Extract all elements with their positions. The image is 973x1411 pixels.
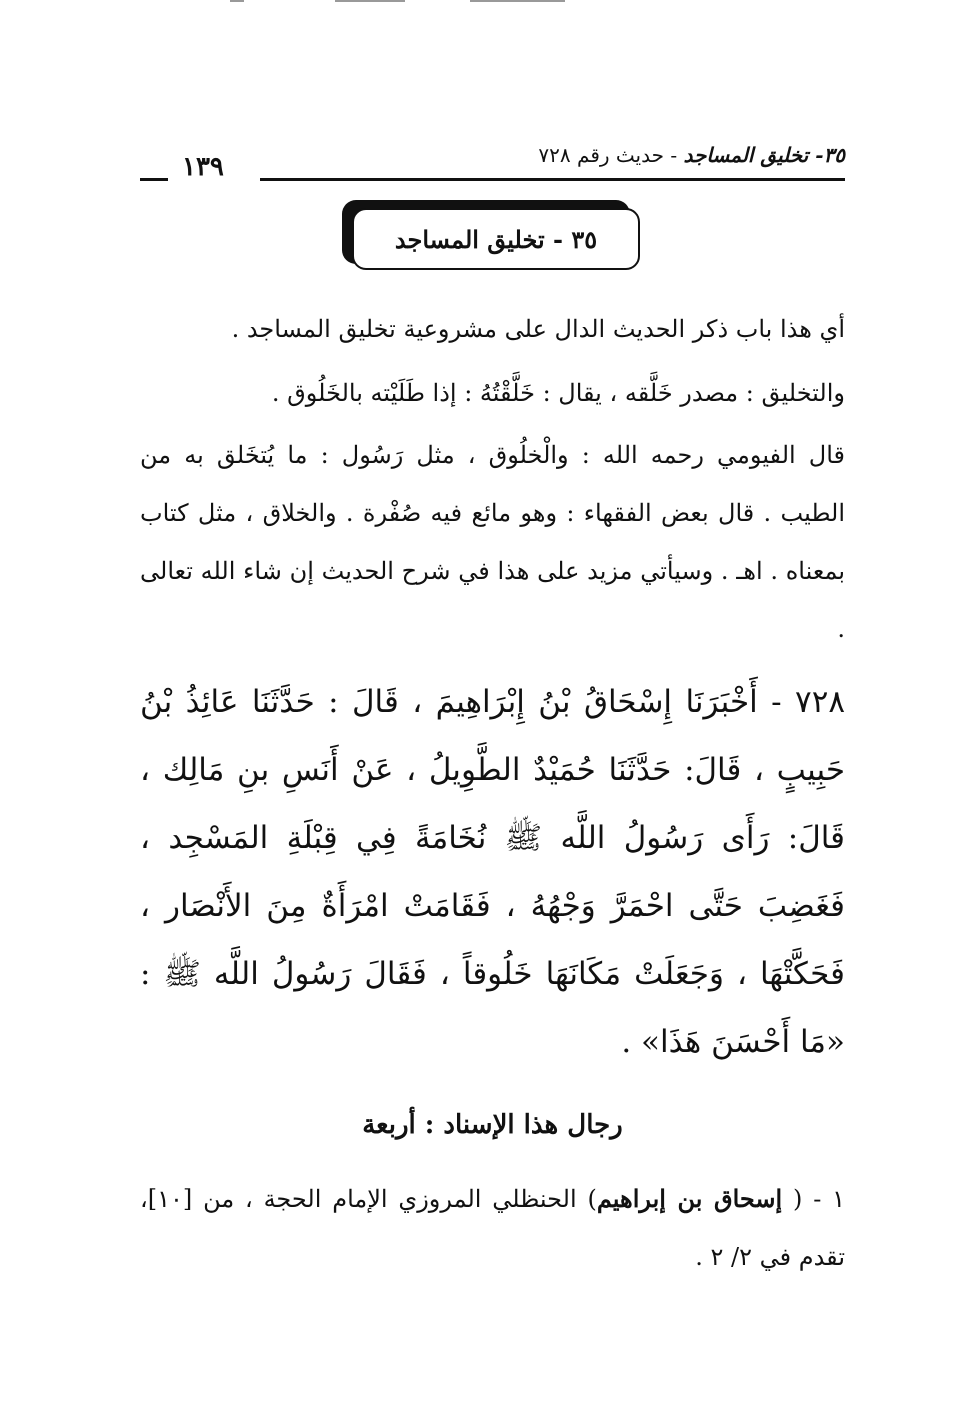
scan-mark xyxy=(470,0,565,2)
header-hadith-ref: حديث رقم ٧٢٨ xyxy=(538,143,664,167)
header-title xyxy=(538,140,845,170)
hadith-body: - أَخْبَرَنَا إِسْحَاقُ بْنُ إِبْرَاهِيمَ ، قَالَ : حَدَّثَنَا عَائِذُ بْنُ حَبِيبٍ ، قَالَ: حَدَّثَنَا حُمَيْدٌ الطَّوِيلُ ، عَنْ أَنَسِ بنِ مَالِك ، قَالَ: رَأَى رَسُولُ اللَّه ﷺ نُخَامَةً فِي قِبْلَةِ المَسْجِد ، فَغَضِبَ حَتَّى احْمَرَّ وَجْهُهُ ، فَقَامَتْ امْرَأَةٌ مِنَ الأَنْصَار ، فَحَكَّتْهَا ، وَجَعَلَتْ مَكَانَهَا خَلُوقاً ، فَقَالَ رَسُولُ اللَّه ﷺ : «مَا أَحْسَنَ هَذَا» . xyxy=(140,684,845,1060)
narrator-details: ) الحنظلي المروزي الإمام الحجة ، من [١٠]، تقدم في ٢/ ٢ . xyxy=(140,1185,845,1271)
scan-mark xyxy=(335,0,405,2)
scan-mark xyxy=(230,0,244,2)
header-chapter-ref: ٣٥- تخليق المساجد xyxy=(683,143,845,167)
page-number: ١٣٩ xyxy=(182,152,224,182)
narrator-name: إسحاق بن إبراهيم xyxy=(596,1184,783,1213)
fayyumi-quote: قال الفيومي رحمه الله : والْخلُوق ، مثل رَسُول : ما يُتخَلق به من الطيب . قال بعض الفقهاء : وهو مائع فيه صُفْرة . والخلاق ، مثل كتاب بمعناه . اهـ . وسيأتي مزيد على هذا في شرح الحديث إن شاء الله تعالى . xyxy=(140,441,845,643)
intro-line-2: والتخليق : مصدر خَلَّقه ، يقال : خَلَّقْتُهُ : إذا طَلَيْته بالخَلُوق . xyxy=(271,379,845,407)
narrator-prefix: ١ - ( xyxy=(782,1185,846,1213)
section-heading: رجال هذا الإسناد : أربعة xyxy=(362,1110,623,1140)
hadith-text xyxy=(140,668,845,1076)
chapter-title-box xyxy=(342,200,642,272)
header-rule xyxy=(260,178,845,181)
header-separator: - xyxy=(663,143,684,167)
header-dash xyxy=(140,178,168,181)
chapter-title: ٣٥ - تخليق المساجد xyxy=(352,208,640,270)
running-header xyxy=(140,140,845,186)
intro-line-1: أي هذا باب ذكر الحديث الدال على مشروعية تخليق المساجد . xyxy=(231,315,845,343)
narrator-entry xyxy=(140,1170,845,1286)
hadith-number: ٧٢٨ xyxy=(795,684,845,720)
